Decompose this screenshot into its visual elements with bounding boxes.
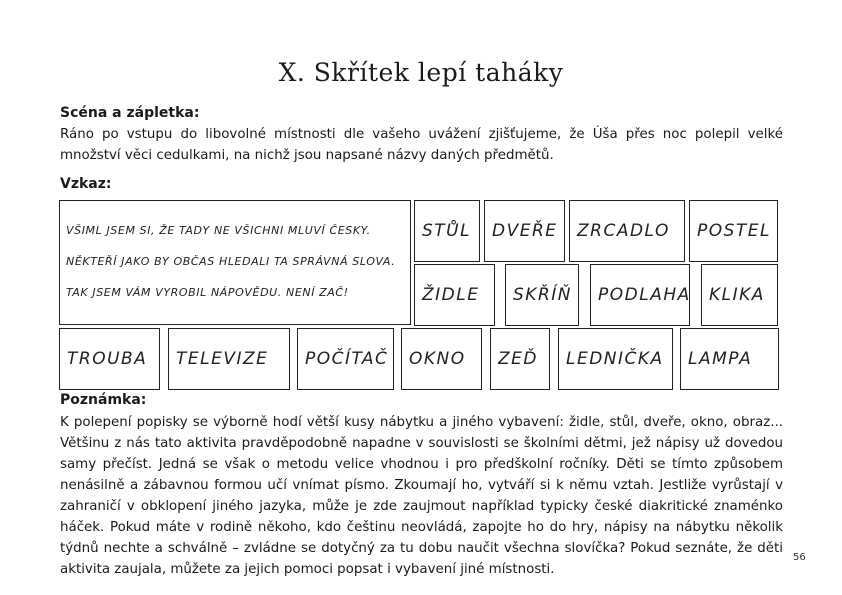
label-card-text: TROUBA bbox=[67, 349, 148, 369]
page-title: X. Skřítek lepí taháky bbox=[278, 58, 564, 87]
message-line: NĚKTEŘÍ JAKO BY OBČAS HLEDALI TA SPRÁVNÁ SLOVA. bbox=[66, 255, 396, 268]
message-label: Vzkaz: bbox=[60, 176, 112, 192]
label-card-text: POČÍTAČ bbox=[305, 349, 389, 369]
label-card-text: ZRCADLO bbox=[577, 221, 670, 241]
label-card bbox=[484, 200, 565, 262]
label-card bbox=[168, 328, 290, 390]
label-card bbox=[414, 200, 480, 262]
label-card-text: SKŘÍŇ bbox=[513, 285, 572, 305]
label-card-text: ŽIDLE bbox=[422, 285, 480, 305]
label-card-text: OKNO bbox=[409, 349, 466, 369]
label-card bbox=[701, 264, 778, 326]
label-card bbox=[590, 264, 690, 326]
note-label: Poznámka: bbox=[60, 392, 147, 408]
page-number: 56 bbox=[793, 552, 806, 563]
label-card bbox=[297, 328, 394, 390]
label-card bbox=[689, 200, 778, 262]
label-card bbox=[401, 328, 482, 390]
message-text bbox=[60, 215, 410, 308]
label-card bbox=[558, 328, 673, 390]
label-card-text: KLIKA bbox=[709, 285, 765, 305]
label-card-text: PODLAHA bbox=[598, 285, 691, 305]
scene-label: Scéna a zápletka: bbox=[60, 105, 200, 121]
message-line: TAK JSEM VÁM VYROBIL NÁPOVĚDU. NENÍ ZAČ! bbox=[66, 286, 349, 299]
scene-text: Ráno po vstupu do libovolné místnosti dle vašeho uvážení zjišťujeme, že Úša přes noc polepil velké množství věci cedulkami, na nichž jsou napsané názvy daných předmětů. bbox=[60, 127, 783, 163]
label-card-text: LAMPA bbox=[688, 349, 753, 369]
label-card bbox=[414, 264, 495, 326]
label-card bbox=[490, 328, 550, 390]
label-card-text: LEDNIČKA bbox=[566, 349, 664, 369]
note-text: K polepení popisky se výborně hodí větší kusy nábytku a jiného vybavení: židle, stůl, dveře, okno, obraz... Většinu z nás tato aktivita pravděpodobně napadne v souvislosti se školními dětmi, jež nápisy už dovedou samy přečíst. Jedná se však o metodu velice vhodnou i pro předškolní ročníky. Děti se tímto způsobem nenásilně a zábavnou formou učí vnímat písmo. Zkoumají ho, vytváří si k němu vztah. Jestliže vyrůstají v zahraničí v obklopení jiného jazyka, může je zde zaujmout například typicky české diakritické znaménko háček. Pokud máte v rodině někoho, kdo češtinu neovládá, zapojte ho do hry, nápisy na nábytku několik týdnů nechte a schválně – zvládne se dotyčný za tu dobu naučit všechna slovíčka? Pokud seznáte, že děti aktivita zaujala, můžete za jejich pomoci popsat i vybavení jiné místnosti. bbox=[60, 415, 783, 577]
message-line: VŠIML JSEM SI, ŽE TADY NE VŠICHNI MLUVÍ ČESKY. bbox=[66, 224, 371, 237]
label-card-text: POSTEL bbox=[697, 221, 772, 241]
label-card-text: STŮL bbox=[422, 221, 472, 241]
label-card bbox=[569, 200, 685, 262]
label-card bbox=[505, 264, 579, 326]
label-card-text: ZEĎ bbox=[498, 349, 538, 369]
label-card-text: TELEVIZE bbox=[176, 349, 269, 369]
message-note bbox=[59, 200, 411, 325]
label-card bbox=[680, 328, 779, 390]
label-card-text: DVEŘE bbox=[492, 221, 558, 241]
label-card bbox=[59, 328, 160, 390]
